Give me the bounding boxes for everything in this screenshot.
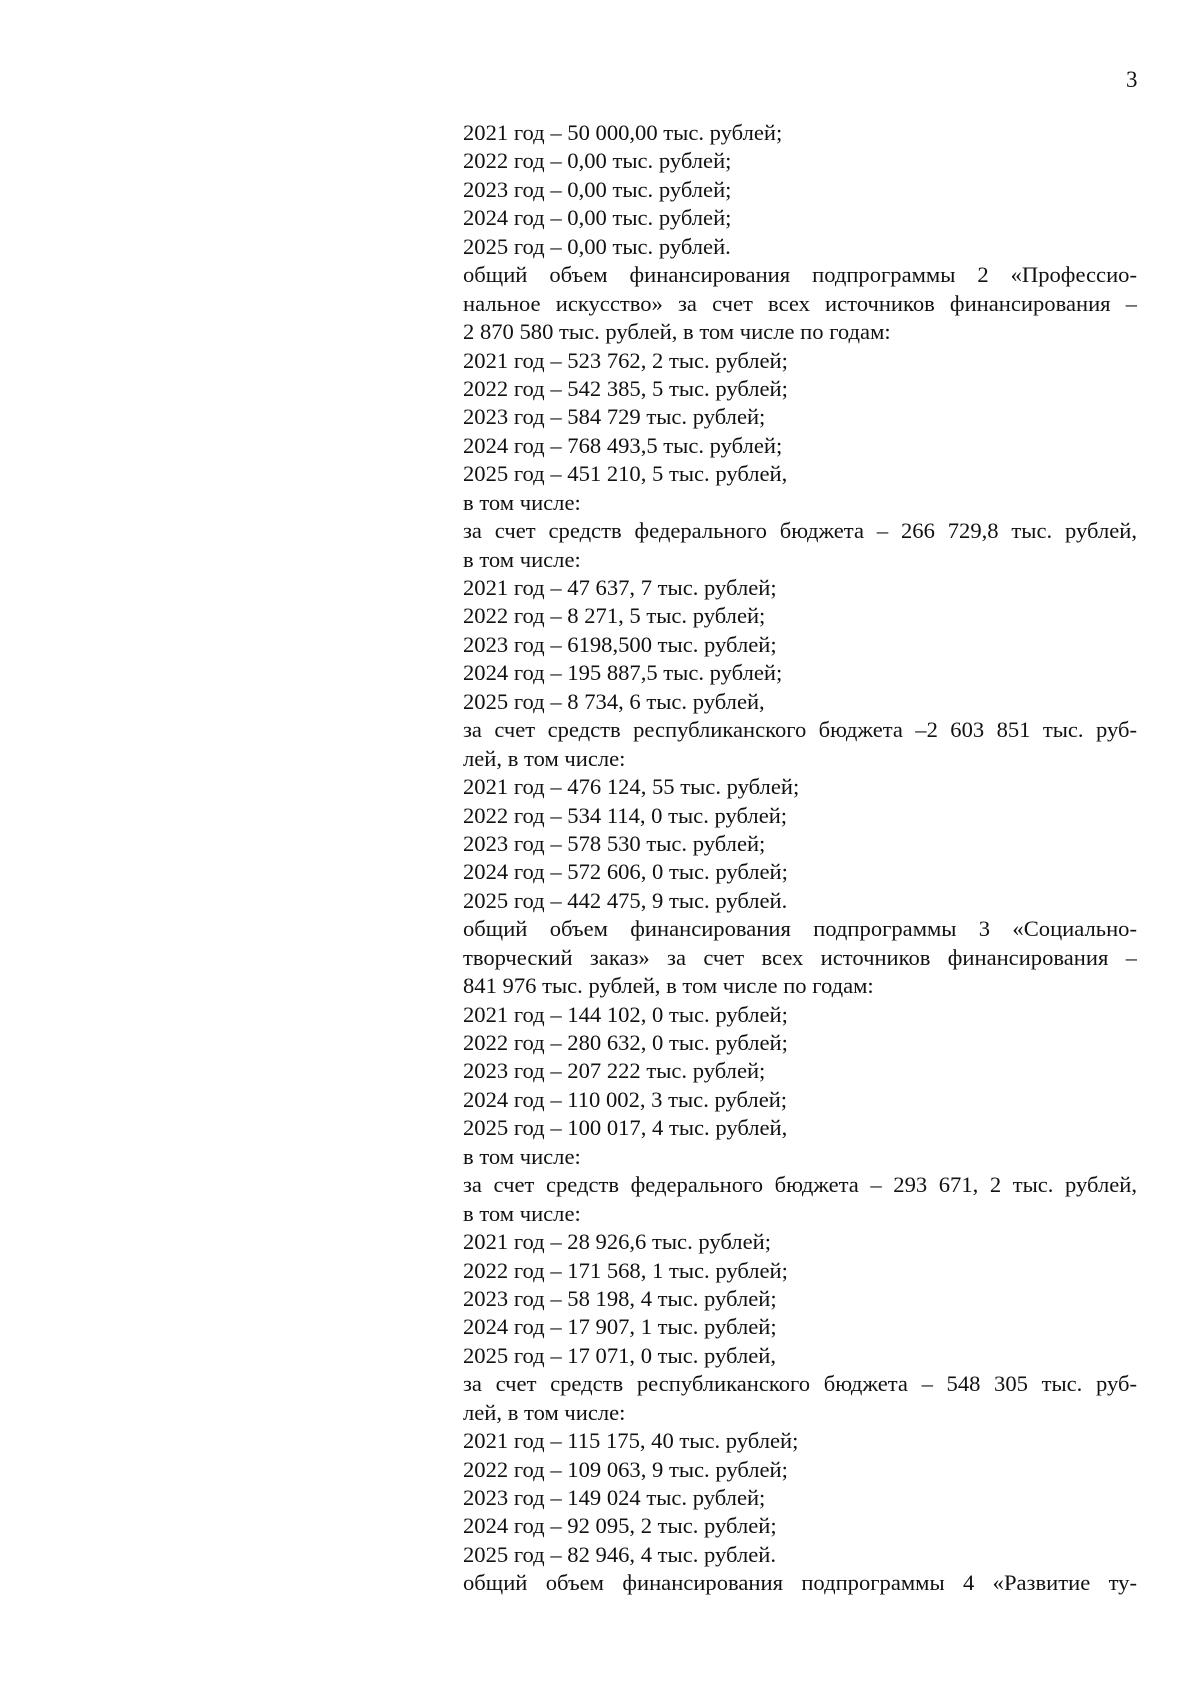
document-line: 841 976 тыс. рублей, в том числе по годам: — [463, 973, 874, 999]
document-line: за счет средств федерального бюджета – 293 671, 2 тыс. рублей, — [463, 1172, 1137, 1198]
document-line: 2023 год – 149 024 тыс. рублей; — [463, 1485, 766, 1510]
document-line: лей, в том числе: — [463, 745, 626, 771]
document-line: 2024 год – 572 606, 0 тыс. рублей; — [463, 859, 788, 885]
document-line: общий объем финансирования подпрограммы 4 «Развитие ту- — [463, 1570, 1137, 1596]
document-line: 2023 год – 578 530 тыс. рублей; — [463, 830, 766, 856]
document-line: 2024 год – 110 002, 3 тыс. рублей; — [463, 1086, 788, 1112]
document-line: 2021 год – 476 124, 55 тыс. рублей; — [463, 774, 800, 800]
document-line: 2021 год – 115 175, 40 тыс. рублей; — [463, 1428, 799, 1454]
document-line: 2025 год – 82 946, 4 тыс. рублей. — [463, 1541, 777, 1567]
document-line: 2024 год – 92 095, 2 тыс. рублей; — [463, 1513, 777, 1539]
document-line: 2022 год – 534 114, 0 тыс. рублей; — [463, 802, 788, 828]
document-line: 2022 год – 280 632, 0 тыс. рублей; — [463, 1030, 788, 1055]
document-line: 2022 год – 8 271, 5 тыс. рублей; — [463, 603, 766, 629]
document-line: 2025 год – 8 734, 6 тыс. рублей, — [463, 688, 765, 714]
document-body — [463, 119, 1137, 1598]
document-line: общий объем финансирования подпрограммы 3 «Социально- — [463, 916, 1137, 942]
document-line: в том числе: — [463, 489, 581, 515]
document-line: 2023 год – 58 198, 4 тыс. рублей; — [463, 1285, 777, 1311]
document-line: 2025 год – 451 210, 5 тыс. рублей, — [463, 461, 788, 487]
document-line: в том числе: — [463, 546, 581, 572]
document-line: 2023 год – 6198,500 тыс. рублей; — [463, 631, 777, 657]
document-line: 2021 год – 144 102, 0 тыс. рублей; — [463, 1001, 788, 1027]
document-line: 2021 год – 50 000,00 тыс. рублей; — [463, 120, 783, 145]
document-line: 2022 год – 109 063, 9 тыс. рублей; — [463, 1456, 788, 1482]
document-line: нальное искусство» за счет всех источников финансирования – — [463, 290, 1137, 316]
document-line: 2023 год – 207 222 тыс. рублей; — [463, 1058, 766, 1084]
document-line: 2024 год – 17 907, 1 тыс. рублей; — [463, 1314, 777, 1340]
document-line: за счет средств федерального бюджета – 266 729,8 тыс. рублей, — [463, 518, 1137, 544]
document-line: общий объем финансирования подпрограммы 2 «Профессио- — [463, 262, 1137, 288]
document-line: 2025 год – 0,00 тыс. рублей. — [463, 233, 731, 259]
document-line: 2023 год – 0,00 тыс. рублей; — [463, 176, 732, 202]
document-line: 2025 год – 442 475, 9 тыс. рублей. — [463, 887, 788, 913]
document-line: в том числе: — [463, 1200, 581, 1226]
document-line: 2025 год – 100 017, 4 тыс. рублей, — [463, 1115, 788, 1141]
page-number: 3 — [1126, 67, 1138, 92]
document-line: 2022 год – 542 385, 5 тыс. рублей; — [463, 375, 788, 401]
document-line: 2025 год – 17 071, 0 тыс. рублей, — [463, 1342, 777, 1368]
document-line: 2 870 580 тыс. рублей, в том числе по годам: — [463, 319, 891, 345]
document-line: 2021 год – 28 926,6 тыс. рублей; — [463, 1229, 771, 1255]
document-line: 2024 год – 0,00 тыс. рублей; — [463, 205, 732, 231]
document-line: 2022 год – 0,00 тыс. рублей; — [463, 148, 732, 174]
document-line: 2021 год – 523 762, 2 тыс. рублей; — [463, 347, 788, 373]
document-line: 2021 год – 47 637, 7 тыс. рублей; — [463, 575, 777, 600]
document-line: 2022 год – 171 568, 1 тыс. рублей; — [463, 1257, 788, 1283]
document-line: 2023 год – 584 729 тыс. рублей; — [463, 404, 766, 430]
document-line: за счет средств республиканского бюджета – 548 305 тыс. руб- — [463, 1371, 1137, 1397]
document-line: лей, в том числе: — [463, 1399, 626, 1425]
document-line: в том числе: — [463, 1143, 581, 1169]
document-line: 2024 год – 768 493,5 тыс. рублей; — [463, 432, 783, 458]
document-line: творческий заказ» за счет всех источников финансирования – — [463, 944, 1137, 970]
document-line: 2024 год – 195 887,5 тыс. рублей; — [463, 660, 783, 686]
document-line: за счет средств республиканского бюджета –2 603 851 тыс. руб- — [463, 717, 1137, 743]
